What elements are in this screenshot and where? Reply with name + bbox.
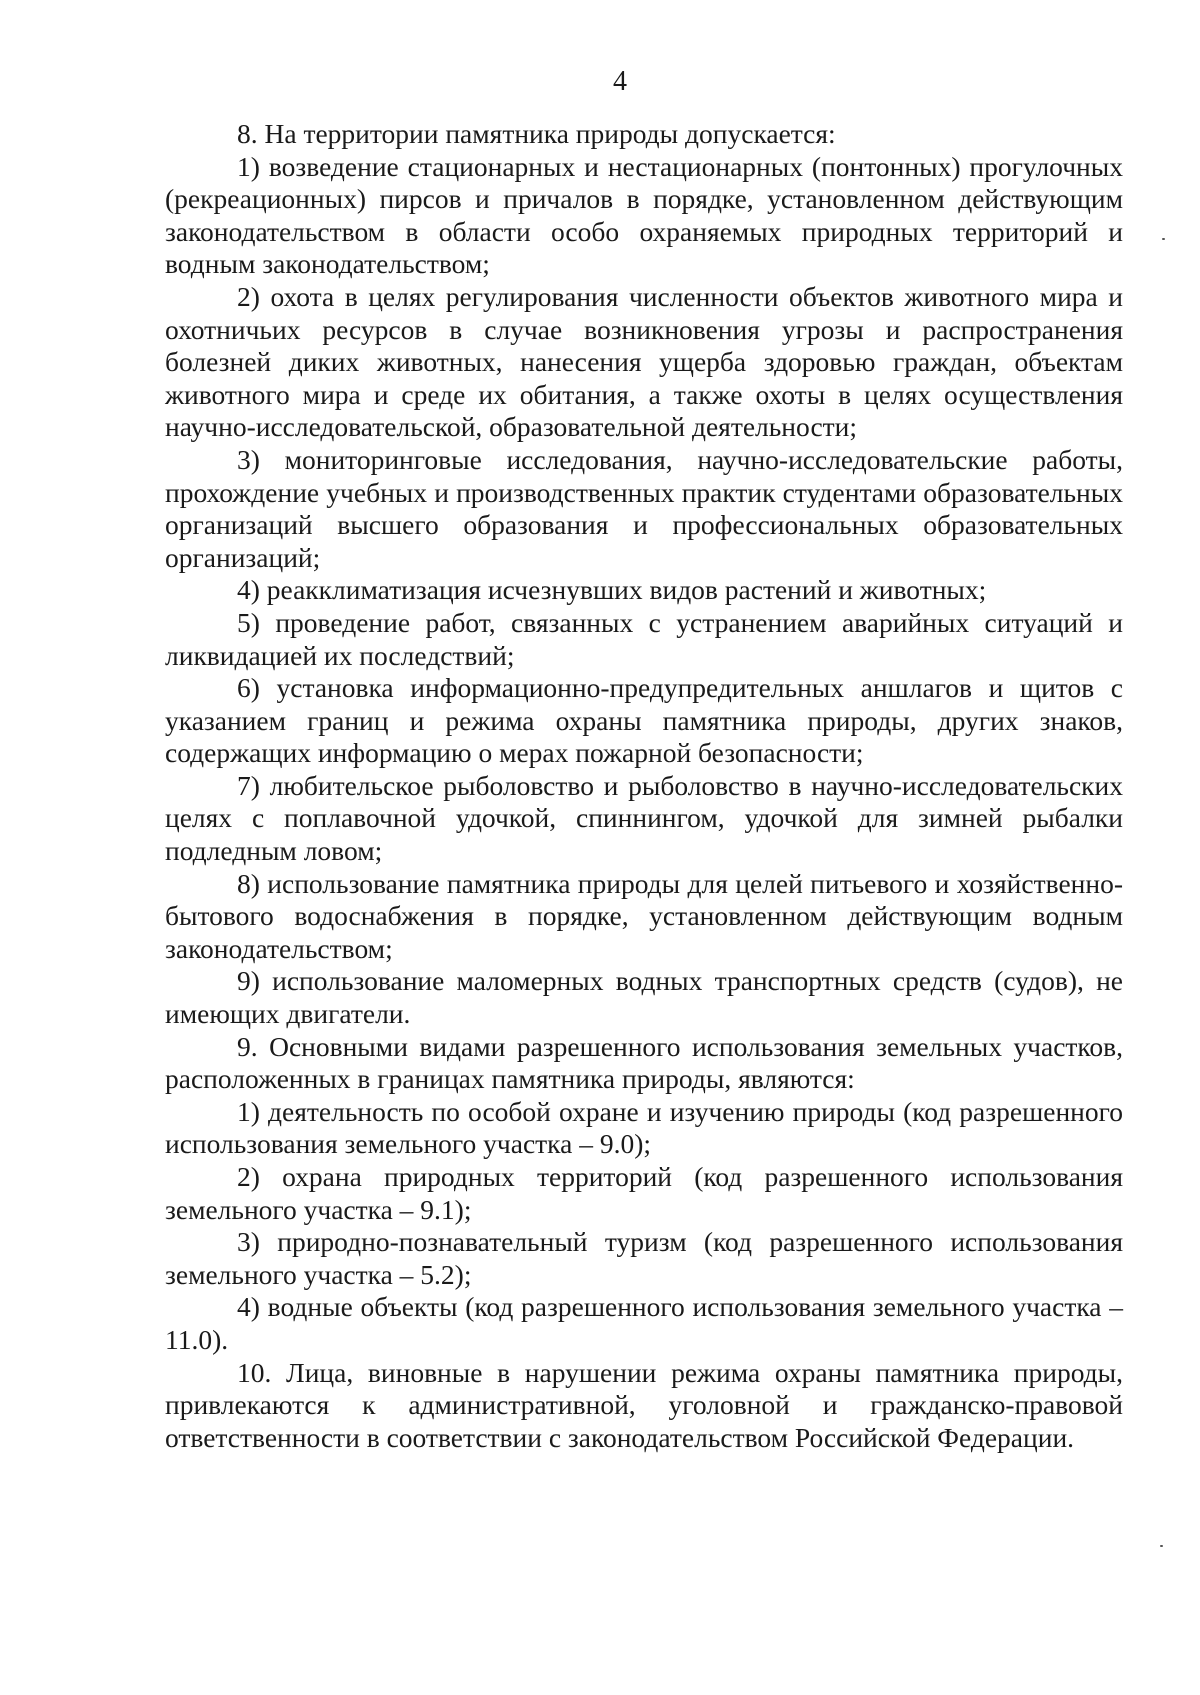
- list-item-9-4: 4) водные объекты (код разрешенного использования земельного участка – 11.0).: [165, 1291, 1123, 1355]
- scan-speck: [1162, 238, 1165, 240]
- list-item-8-4: 4) реакклиматизация исчезнувших видов растений и животных;: [237, 574, 987, 606]
- list-item-8-8: 8) использование памятника природы для целей питьевого и хозяйственно-бытового водоснабжения в порядке, установленном действующим водным законодательством;: [165, 867, 1123, 964]
- list-item-8-3: 3) мониторинговые исследования, научно-исследовательские работы, прохождение учебных и производственных практик студентами образовательных организаций высшего образования и профессиональных образовательных организаций;: [165, 443, 1123, 573]
- section-9-heading: 9. Основными видами разрешенного использования земельных участков, расположенных в границах памятника природы, являются:: [165, 1030, 1123, 1095]
- list-item-8-2: 2) охота в целях регулирования численности объектов животного мира и охотничьих ресурсов в случае возникновения угрозы и распространения болезней диких животных, нанесения ущерба здоровью граждан, объектам животного мира и среде их обитания, а также охоты в целях осуществления научно-исследовательской, образовательной деятельности;: [165, 280, 1123, 443]
- list-item-9-2: 2) охрана природных территорий (код разрешенного использования земельного участка – 9.1);: [165, 1161, 1123, 1225]
- section-10-paragraph: 10. Лица, виновные в нарушении режима охраны памятника природы, привлекаются к административной, уголовной и гражданско-правовой ответственности в соответствии с законодательством Российской Федерации.: [165, 1356, 1123, 1453]
- list-item-8-6: 6) установка информационно-предупредительных аншлагов и щитов с указанием границ и режима охраны памятника природы, других знаков, содержащих информацию о мерах пожарной безопасности;: [165, 672, 1123, 769]
- list-item-8-9: 9) использование маломерных водных транспортных средств (судов), не имеющих двигатели.: [165, 965, 1123, 1030]
- list-item-9-3: 3) природно-познавательный туризм (код разрешенного использования земельного участка – 5.2);: [165, 1226, 1123, 1290]
- list-item-8-1: 1) возведение стационарных и нестационарных (понтонных) прогулочных (рекреационных) пирсов и причалов в порядке, установленном действующим законодательством в области особо охраняемых природных территорий и водным законодательством;: [165, 150, 1123, 280]
- document-body: [165, 118, 1123, 1454]
- scan-speck: [1160, 1545, 1163, 1547]
- page-number: 4: [613, 66, 627, 97]
- section-8-heading: 8. На территории памятника природы допускается:: [237, 118, 836, 149]
- list-item-8-7: 7) любительское рыболовство и рыболовство в научно-исследовательских целях с поплавочной удочкой, спиннингом, удочкой для зимней рыбалки подледным ловом;: [165, 769, 1123, 867]
- list-item-9-1: 1) деятельность по особой охране и изучению природы (код разрешенного использования земельного участка – 9.0);: [165, 1095, 1123, 1160]
- list-item-8-5: 5) проведение работ, связанных с устранением аварийных ситуаций и ликвидацией их последствий;: [165, 606, 1123, 671]
